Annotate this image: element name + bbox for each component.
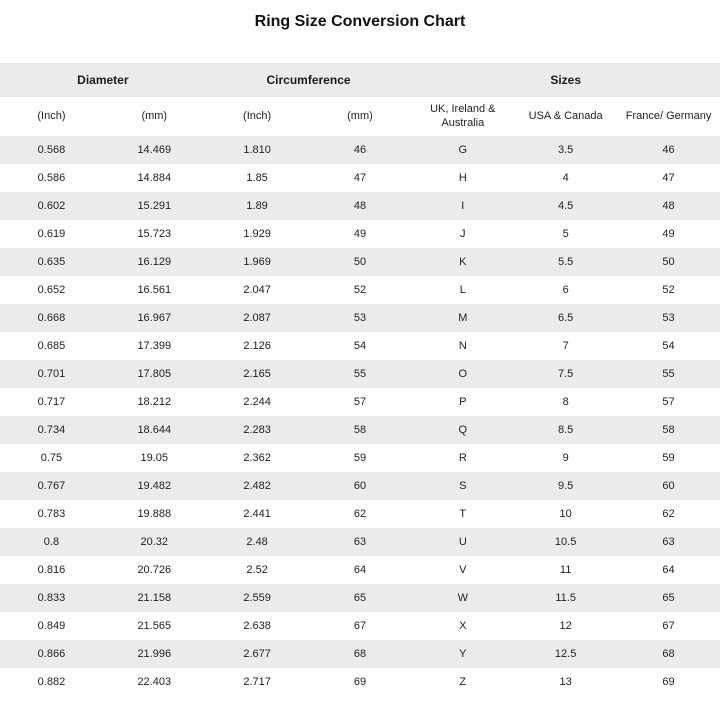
table-cell: 52 [353,284,367,297]
table-cell: 2.482 [243,480,271,493]
table-cell: 15.723 [137,228,172,241]
table-cell: 0.75 [40,452,63,465]
table-cell: 0.717 [37,396,66,409]
table-cell: 18.644 [137,424,172,437]
table-cell: 2.244 [243,396,271,409]
table-cell: 46 [353,144,367,157]
table-row [0,472,720,500]
table-cell: 14.884 [137,172,172,185]
table-row [0,416,720,444]
table-cell: 59 [662,452,675,465]
table-cell: 1.85 [246,172,268,185]
table-row [0,164,720,192]
table-cell: 69 [353,676,367,689]
table-cell: 7.5 [557,368,574,381]
column-header-circumference-mm: (mm) [347,110,373,123]
group-header-circumference: Circumference [266,73,351,88]
column-header-circumference-inch: (Inch) [243,110,272,123]
table-cell: 57 [662,396,675,409]
table-row [0,668,720,696]
table-cell: 2.087 [243,312,271,325]
table-cell: 55 [662,368,675,381]
table-cell: 67 [353,620,367,633]
table-cell: 2.283 [243,424,271,437]
table-cell: 62 [353,508,367,521]
table-cell: 0.767 [37,480,66,493]
table-cell: 0.568 [37,144,66,157]
table-cell: M [458,312,468,325]
table-cell: 50 [353,256,367,269]
table-cell: 47 [353,172,367,185]
table-cell: Y [459,648,467,661]
table-cell: 49 [662,228,675,241]
table-cell: 17.805 [137,368,172,381]
table-cell: 63 [662,536,675,549]
table-cell: 53 [662,312,675,325]
table-cell: 6 [562,284,569,297]
table-cell: 49 [353,228,367,241]
table-cell: 21.158 [137,592,172,605]
table-cell: V [459,564,467,577]
table-cell: K [459,256,467,269]
table-cell: 11.5 [555,592,576,605]
table-cell: 2.717 [243,676,271,689]
table-cell: 19.482 [137,480,172,493]
table-cell: 20.726 [137,564,172,577]
table-cell: 1.810 [243,144,271,157]
table-cell: 21.565 [137,620,172,633]
table-cell: 14.469 [137,144,172,157]
table-cell: 1.929 [243,228,271,241]
table-cell: Z [459,676,467,689]
table-cell: 54 [353,340,367,353]
table-cell: 0.866 [37,648,66,661]
table-cell: 0.701 [37,368,66,381]
table-cell: 3.5 [557,144,574,157]
table-cell: G [458,144,468,157]
table-row [0,528,720,556]
table-cell: 60 [662,480,675,493]
ring-size-conversion-table [0,63,720,696]
table-cell: 52 [662,284,675,297]
table-cell: 18.212 [137,396,172,409]
table-cell: 2.362 [243,452,271,465]
table-cell: L [459,284,466,297]
table-cell: H [458,172,467,185]
table-row [0,500,720,528]
table-cell: 22.403 [137,676,172,689]
table-row [0,360,720,388]
table-cell: 10 [559,508,572,521]
table-cell: 11 [559,564,572,577]
table-cell: 2.52 [246,564,268,577]
column-header-diameter-mm: (mm) [141,110,168,123]
table-cell: 47 [662,172,675,185]
table-cell: 48 [353,200,367,213]
table-cell: 0.685 [37,340,66,353]
table-body [0,136,720,696]
table-cell: 12.5 [554,648,577,661]
table-row [0,192,720,220]
table-cell: I [461,200,465,213]
table-cell: S [459,480,467,493]
group-header-row [0,63,720,97]
table-cell: 2.677 [243,648,271,661]
table-cell: 2.48 [246,536,268,549]
table-cell: R [458,452,467,465]
table-cell: 58 [353,424,367,437]
table-cell: 0.602 [37,200,66,213]
table-cell: 5 [562,228,569,241]
table-row [0,332,720,360]
table-cell: 64 [662,564,675,577]
group-header-sizes: Sizes [550,73,582,88]
table-cell: 8.5 [557,424,574,437]
table-cell: 1.969 [243,256,271,269]
table-row [0,640,720,668]
table-cell: 58 [662,424,675,437]
table-cell: 2.559 [243,592,271,605]
table-cell: U [458,536,467,549]
table-cell: 63 [353,536,367,549]
table-row [0,556,720,584]
table-cell: 0.8 [43,536,60,549]
table-cell: 0.668 [37,312,66,325]
table-cell: 2.047 [243,284,271,297]
table-cell: 68 [353,648,367,661]
table-cell: 10.5 [554,536,577,549]
table-cell: 0.652 [37,284,66,297]
table-cell: 12 [559,620,572,633]
column-header-row [0,97,720,136]
table-cell: 9.5 [557,480,574,493]
table-cell: 2.165 [243,368,271,381]
table-cell: P [459,396,467,409]
table-cell: 53 [353,312,367,325]
table-cell: 16.967 [137,312,172,325]
table-cell: 64 [353,564,367,577]
table-cell: J [460,228,466,241]
table-row [0,584,720,612]
table-row [0,248,720,276]
table-cell: 1.89 [246,200,268,213]
column-header-usa-canada: USA & Canada [528,110,603,123]
column-header-uk-ireland-australia: UK, Ireland & Australia [430,103,496,129]
table-cell: 0.734 [37,424,66,437]
table-cell: 13 [559,676,572,689]
table-row [0,136,720,164]
page-title: Ring Size Conversion Chart [254,13,466,30]
table-cell: 0.833 [37,592,66,605]
table-cell: 4.5 [557,200,574,213]
table-row [0,276,720,304]
table-cell: N [458,340,467,353]
column-header-diameter-inch: (Inch) [37,110,66,123]
table-cell: 48 [662,200,675,213]
table-cell: 62 [662,508,675,521]
table-cell: O [458,368,468,381]
table-cell: Q [458,424,468,437]
table-cell: 50 [662,256,675,269]
table-cell: 8 [562,396,569,409]
table-cell: 0.849 [37,620,66,633]
table-cell: 67 [662,620,675,633]
table-cell: 19.888 [137,508,172,521]
table-cell: 6.5 [557,312,574,325]
table-cell: 0.783 [37,508,66,521]
group-header-diameter: Diameter [77,73,129,88]
table-cell: 59 [353,452,367,465]
table-cell: 57 [353,396,367,409]
table-cell: 54 [662,340,675,353]
table-cell: X [459,620,467,633]
table-cell: 55 [353,368,367,381]
table-row [0,612,720,640]
table-row [0,220,720,248]
table-cell: 0.635 [37,256,66,269]
table-cell: 9 [562,452,569,465]
table-row [0,304,720,332]
table-cell: 0.816 [37,564,66,577]
table-row [0,444,720,472]
table-cell: 2.126 [243,340,271,353]
table-cell: 16.129 [137,256,172,269]
table-cell: 5.5 [557,256,574,269]
table-cell: 17.399 [137,340,172,353]
table-cell: 2.638 [243,620,271,633]
table-cell: 46 [662,144,675,157]
table-header [0,63,720,136]
table-cell: 69 [662,676,675,689]
table-cell: 60 [353,480,367,493]
table-cell: 68 [662,648,675,661]
table-cell: W [457,592,468,605]
table-cell: 15.291 [137,200,172,213]
table-cell: 0.586 [37,172,66,185]
table-cell: 16.561 [137,284,172,297]
table-cell: 0.619 [37,228,66,241]
table-cell: 65 [353,592,367,605]
table-cell: 0.882 [37,676,66,689]
table-row [0,388,720,416]
table-cell: 7 [562,340,569,353]
table-cell: 4 [562,172,569,185]
table-cell: 65 [662,592,675,605]
table-cell: 20.32 [140,536,169,549]
column-header-france-germany: France/ Germany [625,110,712,123]
table-cell: 19.05 [140,452,169,465]
table-cell: 2.441 [243,508,271,521]
table-cell: T [459,508,467,521]
table-cell: 21.996 [137,648,172,661]
